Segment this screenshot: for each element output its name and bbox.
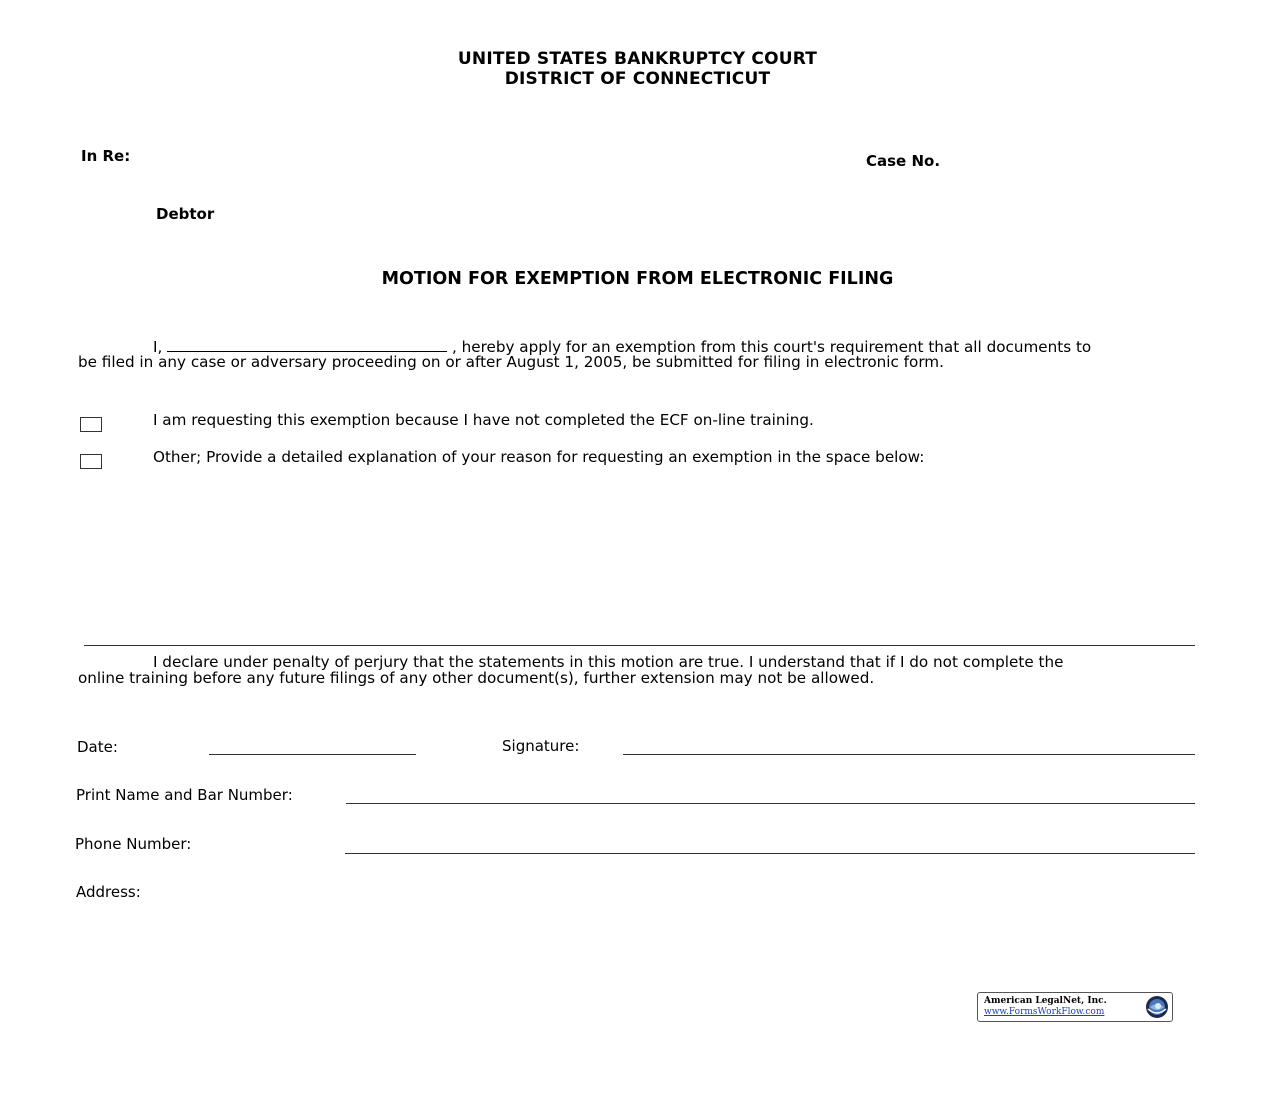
intro-line-2: be filed in any case or adversary proceeding on or after August 1, 2005, be submitted for filing in electronic form. xyxy=(78,353,944,371)
logo-company-name: American LegalNet, Inc. xyxy=(984,996,1107,1006)
declaration-line-1: I declare under penalty of perjury that the statements in this motion are true. I understand that if I do not complete the xyxy=(153,653,1064,671)
training-reason-label: I am requesting this exemption because I have not completed the ECF on-line training. xyxy=(153,411,814,429)
court-name: UNITED STATES BANKRUPTCY COURT xyxy=(457,49,818,69)
other-reason-checkbox[interactable] xyxy=(80,454,102,469)
date-label: Date: xyxy=(77,738,118,756)
case-no-label: Case No. xyxy=(866,152,941,170)
signature-field[interactable] xyxy=(623,754,1195,755)
globe-icon xyxy=(1145,995,1169,1019)
intro-rest: , hereby apply for an exemption from this court's requirement that all documents to xyxy=(451,338,1092,356)
district-name: DISTRICT OF CONNECTICUT xyxy=(504,69,771,89)
logo-url-link[interactable]: www.FormsWorkFlow.com xyxy=(984,1007,1105,1017)
intro-lead: I, xyxy=(153,338,163,356)
date-field[interactable] xyxy=(209,754,416,755)
signature-label: Signature: xyxy=(502,737,580,755)
training-reason-checkbox[interactable] xyxy=(80,417,102,432)
explanation-area[interactable] xyxy=(84,475,1195,640)
legalnet-logo[interactable] xyxy=(977,992,1173,1022)
phone-label: Phone Number: xyxy=(75,835,192,853)
print-name-field[interactable] xyxy=(346,803,1195,804)
phone-field[interactable] xyxy=(345,853,1195,854)
debtor-label: Debtor xyxy=(156,205,215,223)
in-re-label: In Re: xyxy=(81,147,131,165)
print-name-label: Print Name and Bar Number: xyxy=(76,786,293,804)
address-label: Address: xyxy=(76,883,141,901)
explanation-divider xyxy=(84,645,1195,646)
other-reason-label: Other; Provide a detailed explanation of your reason for requesting an exemption in the space below: xyxy=(153,448,925,466)
applicant-name-field[interactable] xyxy=(167,337,447,352)
motion-title: MOTION FOR EXEMPTION FROM ELECTRONIC FILING xyxy=(381,269,894,289)
declaration-line-2: online training before any future filings of any other document(s), further extension may not be allowed. xyxy=(78,669,875,687)
